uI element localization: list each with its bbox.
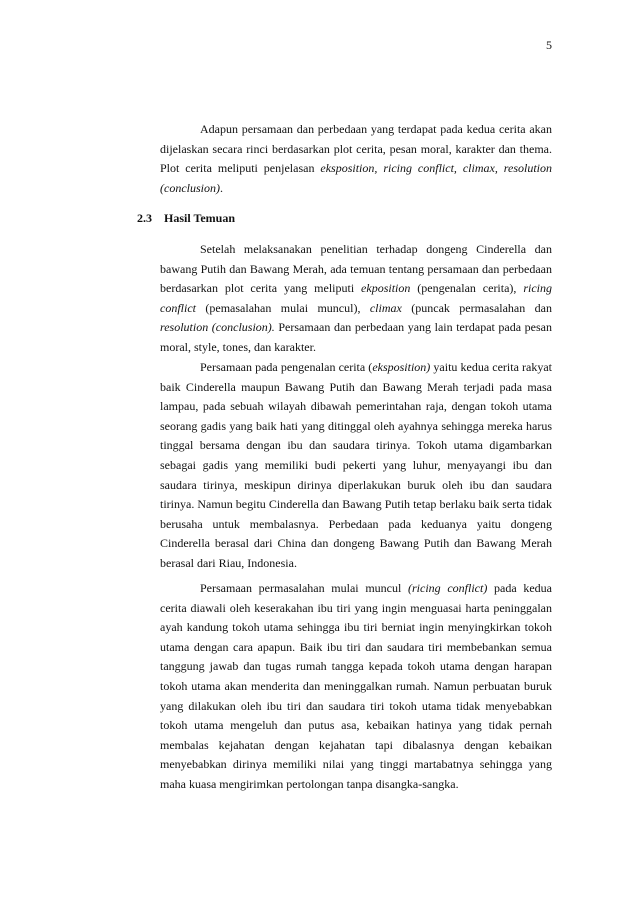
p3-text-1: Persamaan permasalahan mulai muncul — [200, 581, 408, 595]
p1-term-resolution: resolution (conclusion). — [160, 320, 275, 335]
findings-paragraph-2 — [160, 358, 552, 574]
section-number: 2.3 — [137, 211, 152, 225]
p1-text-2: (pengenalan cerita), — [410, 281, 524, 296]
intro-tail: . — [219, 180, 223, 195]
findings-paragraph-1 — [160, 240, 552, 358]
page-number: 5 — [546, 38, 552, 52]
p2-text-1: Persamaan pada pengenalan cerita ( — [200, 360, 373, 374]
intro-text: Adapun persamaan dan perbedaan yang terdapat pada kedua cerita akan dijelaskan secara rinci berdasarkan plot cerita, pesan moral, karakter dan thema. Plot cerita meliputi penjelasan — [160, 122, 552, 176]
p1-text-4: (puncak permasalahan dan — [401, 300, 552, 315]
p1-text-3: (pemasalahan mulai muncul), — [196, 300, 370, 315]
p3-term-ricing-conflict: (ricing conflict) — [408, 581, 488, 595]
p1-term-climax: climax — [369, 300, 402, 315]
p2-text-2: yaitu kedua cerita rakyat baik Cinderella maupun Bawang Putih dan Bawang Merah terjadi pada masa lampau, pada sebuah wilayah dibawah pemerintahan raja, dengan tokoh utama seorang gadis yang baik hati yang ditinggal oleh ayahnya sehingga mereka harus tinggal bersama dengan ibu dan saudara tirinya. Tokoh utama digambarkan sebagai gadis yang memiliki budi pekerti yang luhur, menyayangi ibu dan saudara tirinya, meskipun dirinya diperlakukan buruk oleh ibu dan saudara tirinya. Namun begitu Cinderella dan Bawang Putih tetap berlaku baik serta tidak berusaha untuk membalasnya. Perbedaan pada keduanya yaitu dongeng Cinderella berasal dari China dan dongeng Bawang Putih dan Bawang Merah berasal dari Riau, Indonesia. — [160, 360, 552, 570]
p2-term-eksposition: eksposition) — [372, 360, 431, 374]
p1-text-5: Persamaan dan perbedaan yang lain terdapat pada pesan moral, style, tones, dan karakter. — [160, 320, 552, 354]
p1-term-ricing-conflict: ricing conflict — [160, 281, 552, 315]
p1-term-ekposition: ekposition — [361, 281, 411, 296]
intro-paragraph — [160, 120, 552, 198]
findings-paragraph-3 — [160, 579, 552, 795]
section-heading — [137, 211, 235, 226]
intro-plot-terms: eksposition, ricing conflict, climax, resolution (conclusion) — [160, 161, 553, 195]
section-title: Hasil Temuan — [164, 211, 236, 225]
p3-text-2: pada kedua cerita diawali oleh keserakahan ibu tiri yang ingin menguasai harta peninggalan ayah kandung tokoh utama sehingga ibu tiri berniat ingin menyingkirkan tokoh utama dengan cara apapun. Baik ibu tiri dan saudara tiri membebankan semua tanggung jawab dan tugas rumah tangga kepada tokoh utama dengan harapan tokoh utama akan menderita dan meninggalkan rumah. Namun perbuatan buruk yang dilakukan oleh ibu tiri dan saudara tiri tokoh utama tidak menyebabkan tokoh utama mengeluh dan putus asa, kebaikan hatinya yang tidak pernah membalas kejahatan dengan kejahatan tapi dibalasnya dengan kebaikan menyebabkan dirinya memiliki nilai yang tinggi martabatnya sehingga yang maha kuasa mengirimkan pertolongan tanpa disangka-sangka. — [160, 581, 552, 791]
p1-text-1: Setelah melaksanakan penelitian terhadap dongeng Cinderella dan bawang Putih dan Bawang Merah, ada temuan tentang persamaan dan perbedaan berdasarkan plot cerita yang meliputi — [160, 242, 552, 296]
